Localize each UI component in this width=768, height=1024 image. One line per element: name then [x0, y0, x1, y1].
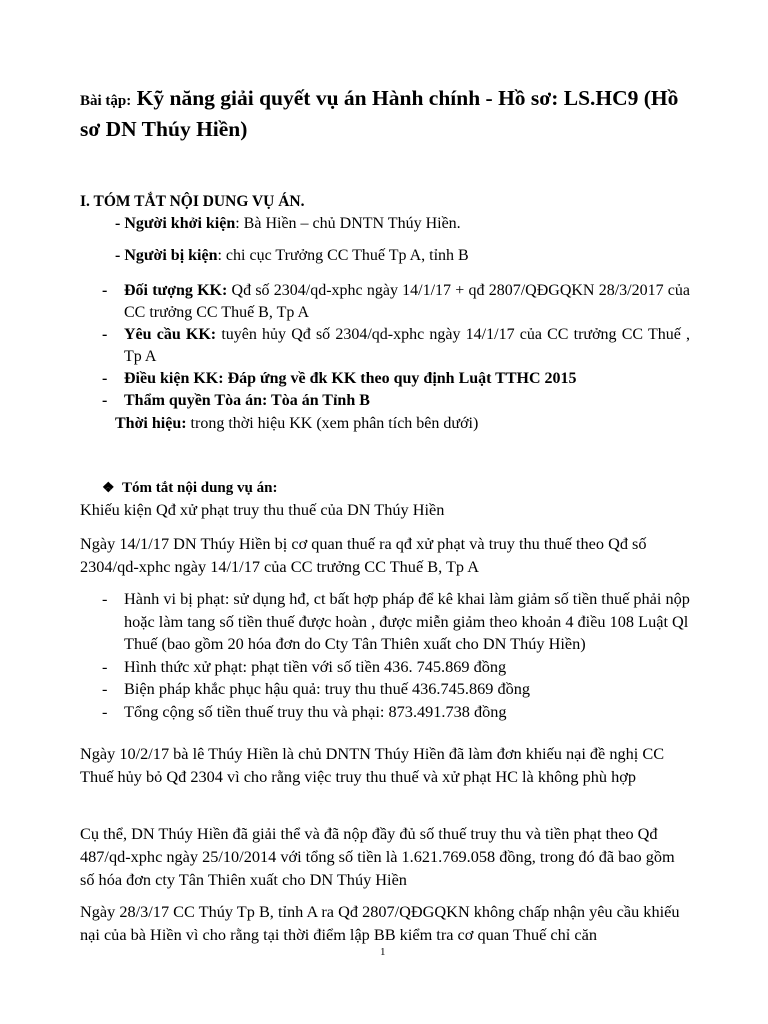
list-item	[96, 368, 690, 390]
summary-paragraph: Ngày 10/2/17 bà lê Thúy Hiền là chủ DNTN Thúy Hiền đã làm đơn khiếu nại đề nghị CC Thuế hủy bỏ Qđ 2304 vì cho rằng việc truy thu thuế và xử phạt HC là không phù hợp	[80, 744, 665, 786]
title-prefix: Bài tập:	[80, 93, 132, 109]
item-value: Qđ số 2304/qd-xphc ngày 14/1/17 + qđ 2807/QĐGQKN 28/3/2017 của CC trưởng CC Thuế B, Tp A	[124, 282, 691, 321]
list-item: - Hình thức xử phạt: phạt tiền với số tiền 436. 745.869 đồng	[96, 656, 690, 679]
time-value: trong thời hiệu KK (xem phân tích bên dưới)	[186, 415, 479, 432]
summary-paragraph: Ngày 28/3/17 CC Thúy Tp B, tỉnh A ra Qđ 2807/QĐGQKN không chấp nhận yêu cầu khiếu nại của bà Hiền vì cho rằng tại thời điểm lập BB kiểm tra cơ quan Thuế chỉ căn	[80, 902, 680, 944]
page-number: 1	[380, 946, 386, 958]
defendant-line	[115, 246, 469, 266]
item-label: Điều kiện KK: Đáp ứng về đk KK theo quy định Luật TTHC 2015	[124, 370, 577, 387]
title-main: Kỹ năng giải quyết vụ án Hành chính - Hồ sơ: LS.HC9 (Hồ sơ DN Thúy Hiền)	[80, 86, 679, 141]
list-item	[96, 390, 690, 412]
list-item	[96, 280, 690, 324]
plaintiff-line	[115, 214, 461, 234]
summary-paragraph: Khiếu kiện Qđ xử phạt truy thu thuế của DN Thúy Hiền	[80, 500, 445, 519]
item-value: tuyên hủy Qđ số 2304/qd-xphc ngày 14/1/17 của CC trưởng CC Thuế , Tp A	[124, 326, 691, 365]
time-label: Thời hiệu:	[115, 415, 187, 432]
item-label: Yêu cầu KK:	[124, 326, 217, 343]
plaintiff-label: - Người khởi kiện	[115, 215, 236, 232]
list-item	[96, 324, 690, 368]
list-item: - Hành vi bị phạt: sử dụng hđ, ct bất hợp pháp để kê khai làm giảm số tiền thuế phải nộp hoặc làm tang số tiền thuế được hoàn , được miễn giảm theo khoản 4 điều 108 Luật Ql Thuế (bao gồm 20 hóa đơn do Cty Tân Thiên xuất cho DN Thúy Hiền)	[96, 588, 690, 656]
summary-paragraph: Ngày 14/1/17 DN Thúy Hiền bị cơ quan thuế ra qđ xử phạt và truy thu thuế theo Qđ số 2304/qd-xphc ngày 14/1/17 của CC trưởng CC Thuế B, Tp A	[80, 534, 647, 576]
item-label: Đối tượng KK:	[124, 282, 228, 299]
page-title	[80, 84, 700, 143]
diamond-bullet-icon: ❖	[102, 481, 115, 496]
section-heading: I. TÓM TẮT NỘI DUNG VỤ ÁN.	[80, 193, 305, 210]
penalty-list	[96, 588, 690, 723]
plaintiff-value: : Bà Hiền – chủ DNTN Thúy Hiền.	[235, 215, 461, 232]
case-details-list	[96, 280, 690, 412]
time-limit-line	[115, 414, 478, 434]
defendant-value: : chi cục Trưởng CC Thuế Tp A, tỉnh B	[217, 247, 469, 264]
summary-heading	[102, 478, 277, 499]
list-item: - Tổng cộng số tiền thuế truy thu và phại: 873.491.738 đồng	[96, 701, 690, 724]
defendant-label: - Người bị kiện	[115, 247, 218, 264]
summary-paragraph: Cụ thể, DN Thúy Hiền đã giải thể và đã nộp đầy đủ số thuế truy thu và tiền phạt theo Qđ 487/qd-xphc ngày 25/10/2014 với tổng số tiền là 1.621.769.058 đồng, trong đó đã bao gồm số hóa đơn cty Tân Thiên xuất cho DN Thúy Hiền	[80, 824, 675, 889]
item-label: Thẩm quyền Tòa án: Tòa án Tỉnh B	[124, 392, 370, 409]
list-item: - Biện pháp khắc phục hậu quả: truy thu thuế 436.745.869 đồng	[96, 678, 690, 701]
summary-heading-text: Tóm tắt nội dung vụ án:	[122, 480, 278, 496]
